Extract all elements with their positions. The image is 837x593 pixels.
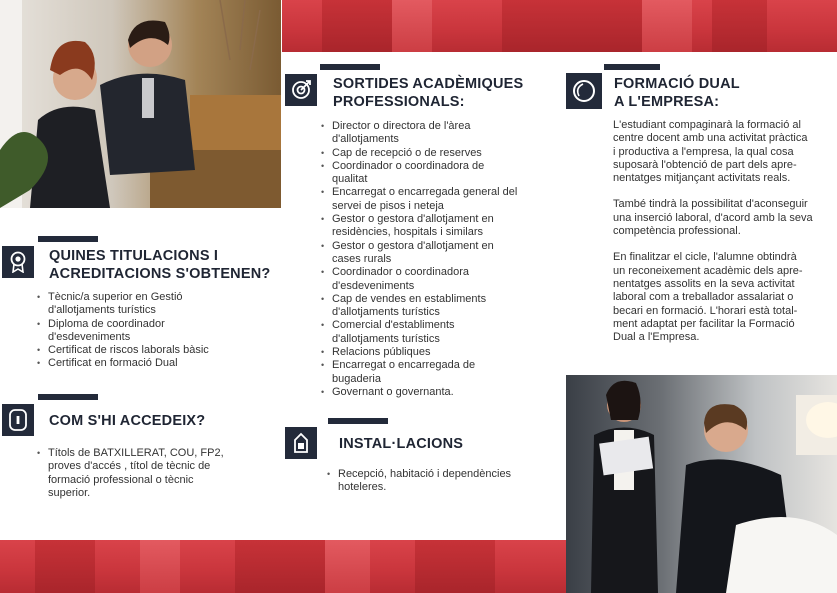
- list-item: • Gestor o gestora d'allotjament en residències, hospitals i similars: [320, 213, 545, 240]
- list-item: • Cap de vendes en establiments d'allotjaments turístics: [320, 293, 545, 320]
- list-item: • Recepció, habitació i dependències hoteleres.: [326, 468, 536, 495]
- accedeix-accent-bar: [38, 394, 98, 400]
- list-item: • Coordinador o coordinadora d'esdeveniments: [320, 266, 545, 293]
- target-icon: [285, 74, 317, 106]
- list-item: • Certificat en formació Dual: [36, 357, 246, 370]
- titulacions-accent-bar: [38, 236, 98, 242]
- installacions-accent-bar: [328, 418, 388, 424]
- room-service-photo: [566, 375, 837, 593]
- award-icon: [2, 246, 34, 278]
- titulacions-heading: QUINES TITULACIONS I ACREDITACIONS S'OBTENEN?: [49, 248, 271, 282]
- formacio-heading: FORMACIÓ DUAL A L'EMPRESA:: [614, 76, 740, 110]
- list-item: • Encarregat o encarregada general del servei de pisos i neteja: [320, 186, 545, 213]
- formacio-text: [613, 119, 814, 344]
- list-item: • Encarregat o encarregada de bugaderia: [320, 359, 545, 386]
- list-item: • Cap de recepció o de reserves: [320, 147, 545, 160]
- list-item: • Tècnic/a superior en Gestió d'allotjaments turístics: [36, 291, 246, 318]
- list-item: • Comercial d'establiments d'allotjaments turístics: [320, 319, 545, 346]
- reception-photo: [0, 0, 281, 208]
- list-item: • Gestor o gestora d'allotjament en cases rurals: [320, 240, 545, 267]
- list-item: • Títols de BATXILLERAT, COU, FP2, proves d'accés , títol de tècnic de formació professional o tècnic superior.: [36, 447, 246, 500]
- formacio-accent-bar: [604, 64, 660, 70]
- formacio-paragraph: En finalitzar el cicle, l'alumne obtindrà un reconeixement acadèmic dels apre- nentatges assolits en la seva activitat laboral com a treballador assalariat o becari en formació. L'horari està total- ment adaptat per facilitar la Formació Dual a l'Empresa.: [613, 251, 803, 344]
- list-item: • Governant o governanta.: [320, 386, 545, 399]
- installacions-list: [326, 468, 536, 495]
- accedeix-heading: COM S'HI ACCEDEIX?: [49, 413, 206, 429]
- sortides-accent-bar: [320, 64, 380, 70]
- list-item: • Director o directora de l'àrea d'allotjaments: [320, 120, 545, 147]
- bottom-decorative-band: [0, 540, 566, 593]
- list-item: • Relacions públiques: [320, 346, 545, 359]
- tablet-icon: [2, 404, 34, 436]
- building-icon: [285, 427, 317, 459]
- list-item: • Coordinador o coordinadora de qualitat: [320, 160, 545, 187]
- list-item: • Diploma de coordinador d'esdeveniments: [36, 318, 246, 345]
- top-decorative-band: [282, 0, 837, 52]
- titulacions-list: [36, 291, 246, 371]
- installacions-heading: INSTAL·LACIONS: [339, 436, 464, 452]
- formacio-paragraph: L'estudiant compaginarà la formació al centre docent amb una activitat pràctica i productiva a l'empresa, la qual cosa suposarà l'obtenció de part dels apre- nentatges mitjançant activitats reals.: [613, 119, 808, 185]
- accedeix-list: [36, 447, 246, 500]
- circle-icon: [566, 73, 602, 109]
- list-item: • Certificat de riscos laborals bàsic: [36, 344, 246, 357]
- formacio-paragraph: També tindrà la possibilitat d'aconseguir una inserció laboral, d'acord amb la seva competència professional.: [613, 198, 813, 238]
- sortides-heading: SORTIDES ACADÈMIQUES PROFESSIONALS:: [333, 76, 524, 110]
- sortides-list: [320, 120, 545, 399]
